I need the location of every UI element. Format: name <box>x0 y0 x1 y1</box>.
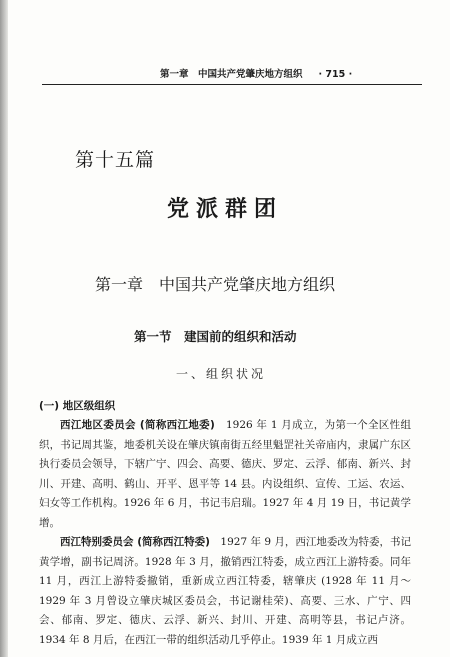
paragraph-text: 1926 年 1 月成立，为第一个全区性组织，书记周其鉴，地委机关设在肇庆镇南街五经里魁罡社关帝庙内，隶属广东区执行委员会领导，下辖广宁、四会、高要、德庆、罗定、云浮、郁南、新兴、封川、开建、高明、鹤山、开平、恩平等 14 县。内设组织、宣传、工运、农运、妇女等工作机构。1926 年 6 月，书记韦启瑞。1927 年 4 月 19 日，书记黄学增。 <box>39 419 411 529</box>
part-title: 第十五篇 <box>75 149 156 171</box>
organization-name: 西江地区委员会 (简称西江地委) <box>60 419 215 431</box>
body-text <box>39 416 411 650</box>
subsection-heading: 一、组织状况 <box>176 367 267 381</box>
header-rule <box>42 84 422 85</box>
paragraph <box>39 533 411 650</box>
page-binding-edge <box>0 0 8 657</box>
section-heading: 第一节 建国前的组织和活动 <box>134 329 297 344</box>
organization-name: 西江特别委员会 (简称西江特委) <box>60 536 210 548</box>
chapter-title: 第一章 中国共产党肇庆地方组织 <box>95 275 336 294</box>
paragraph-text: 1927 年 9 月，西江地委改为特委，书记黄学增，副书记周济。1928 年 3 月，撤销西江特委，成立西江上游特委。同年 11 月，西江上游特委撤销，重新成立西江特委，辖肇庆 (1928 年 11 月～1929 年 3 月曾设立肇庆城区委员会，书记谢桂荣)、高要、三水、广宁、四会、郁南、罗定、德庆、云浮、新兴、封川、开建、高明等县，书记卢济。1934 年 8 月后，在西江一带的组织活动几乎停止。1939 年 1 月成立西 <box>39 536 411 646</box>
paragraph <box>39 416 411 533</box>
header-chapter: 第一章 中国共产党肇庆地方组织 <box>160 69 303 80</box>
running-header <box>160 64 422 80</box>
page-number: · 715 · <box>318 69 353 80</box>
section-title: 党派群团 <box>166 196 283 222</box>
level-heading: (一) 地区级组织 <box>39 400 116 412</box>
